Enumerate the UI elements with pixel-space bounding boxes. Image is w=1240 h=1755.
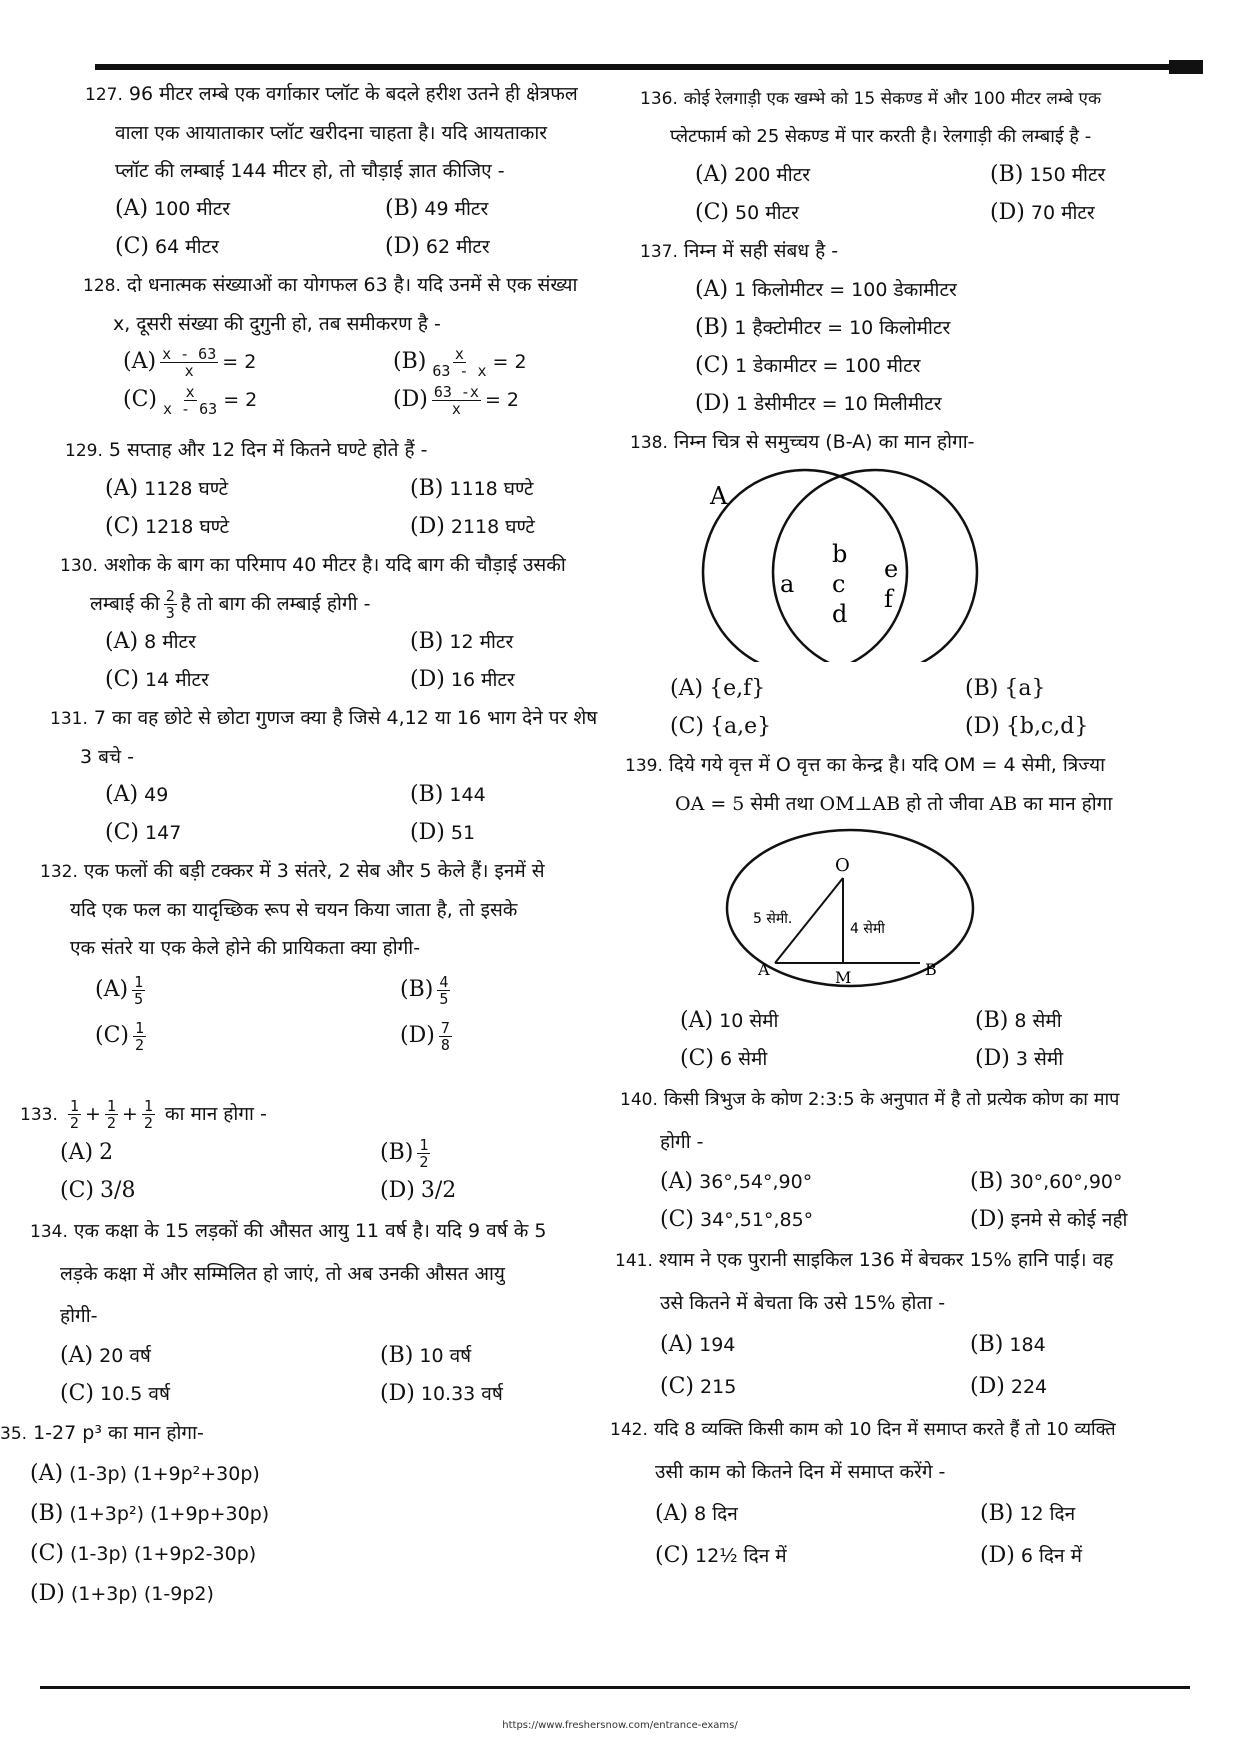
venn-diagram	[630, 462, 1190, 662]
question-text: होगी-	[60, 1305, 98, 1327]
option-c[interactable]: (C) 1218 घण्टे	[105, 514, 230, 539]
question-text: होगी -	[660, 1131, 704, 1153]
option-d[interactable]: (D) 51	[410, 820, 476, 845]
question-141: 141. श्याम ने एक पुरानी साइकिल 136 में बेचकर 15% हानि पाई। वह उसे कितने में बेचता कि उसे 15% होता - (A) 194 (B) 184 (C) 215 (D) 224	[615, 1239, 1200, 1408]
question-132: 132. एक फलों की बड़ी टक्कर में 3 संतरे, 2 सेब और 5 केले हैं। इनमें से यदि एक फल का यादृच्छिक रूप से चयन किया जाता है, तो इसके एक संतरे या एक केले होने की प्रायिकता क्या होगी- (A) $\frac{1}{5}$ (B) $\frac{4}{5}$ (C) $\frac{1}{2}$ (D) $\frac{7}{8}$	[20, 852, 630, 1059]
option-b[interactable]: (B) $\frac{4}{5}$	[400, 973, 449, 1008]
option-a[interactable]: (A) 49	[105, 782, 169, 807]
option-b[interactable]: (B) $\frac{1}{2}$	[380, 1136, 429, 1171]
option-b[interactable]: (B) 8 सेमी	[975, 1008, 1062, 1033]
option-c[interactable]: (C) 50 मीटर	[695, 200, 799, 225]
question-text: किसी त्रिभुज के कोण 2:3:5 के अनुपात में है तो प्रत्येक कोण का माप	[663, 1089, 1120, 1110]
option-b[interactable]: (B) (1+3p²) (1+9p+30p)	[30, 1501, 270, 1526]
option-b[interactable]: (B) 150 मीटर	[990, 162, 1106, 187]
question-text: एक संतरे या एक केले होने की प्रायिकता क्या होगी-	[70, 937, 421, 959]
option-c[interactable]: (C) $\frac{x}{x - 63}$ = 2	[123, 383, 258, 418]
option-d[interactable]: (D) (1+3p) (1-9p2)	[30, 1581, 214, 1606]
option-b[interactable]: (B) 30°,60°,90°	[970, 1169, 1123, 1194]
option-d[interactable]: (D) $\frac{63 -x}{x}$ = 2	[393, 383, 520, 418]
point-a: A	[758, 960, 770, 979]
question-127	[20, 75, 630, 266]
right-column	[610, 75, 1200, 1577]
option-d[interactable]: (D) 16 मीटर	[410, 667, 515, 692]
option-b[interactable]: (B) 12 दिन	[980, 1501, 1076, 1526]
option-c[interactable]: (C) {a,e}	[670, 714, 772, 739]
element-e: e	[884, 555, 899, 583]
option-c[interactable]: (C) $\frac{1}{2}$	[95, 1019, 145, 1054]
element-c: c	[832, 570, 846, 598]
option-d[interactable]: (D) $\frac{7}{8}$	[400, 1019, 450, 1054]
question-text: निम्न चित्र से समुच्चय (B-A) का मान होगा-	[673, 431, 975, 453]
question-text: यदि 8 व्यक्ति किसी काम को 10 दिन में समाप्त करते हैं तो 10 व्यक्ति	[653, 1419, 1116, 1440]
question-text: वाला एक आयाताकार प्लॉट खरीदना चाहता है। यदि आयताकार	[115, 122, 548, 144]
question-137: 137. निम्न में सही संबध है - (A) 1 किलोमीटर = 100 डेकामीटर (B) 1 हैक्टोमीटर = 10 किलोमीटर (C) 1 डेकामीटर = 100 मीटर (D) 1 डेसीमीटर = 10 मिलीमीटर	[640, 232, 1200, 423]
question-text: x, दूसरी संख्या की दुगुनी हो, तब समीकरण है -	[113, 313, 441, 335]
question-text: कोई रेलगाड़ी एक खम्भे को 15 सेकण्ड में और 100 मीटर लम्बे एक	[683, 89, 1101, 109]
option-a[interactable]: (A) 20 वर्ष	[60, 1343, 151, 1368]
option-c[interactable]: (C) 10.5 वर्ष	[60, 1381, 170, 1406]
question-number: 127.	[85, 85, 123, 105]
left-column	[0, 75, 630, 1614]
question-130: 130. अशोक के बाग का परिमाप 40 मीटर है। यदि बाग की चौड़ाई उसकी लम्बाई की $\frac{2}{3}$ है तो बाग की लम्बाई होगी - (A) 8 मीटर (B) 12 मीटर (C) 14 मीटर (D) 16 मीटर	[20, 546, 630, 699]
option-d[interactable]: (D) 3/2	[380, 1178, 457, 1203]
option-a[interactable]: (A) 200 मीटर	[695, 162, 811, 187]
point-o: O	[835, 855, 850, 876]
question-142: 142. यदि 8 व्यक्ति किसी काम को 10 दिन में समाप्त करते हैं तो 10 व्यक्ति उसी काम को कितने दिन में समाप्त करेंगे - (A) 8 दिन (B) 12 दिन (C) 12½ दिन में (D) 6 दिन में	[610, 1408, 1200, 1577]
question-text: श्याम ने एक पुरानी साइकिल 136 में बेचकर 15% हानि पाई। वह	[658, 1249, 1114, 1271]
question-139: 139. दिये गये वृत्त में O वृत्त का केन्द्र है। यदि OM = 4 सेमी, त्रिज्या OA = 5 सेमी तथा OM⊥AB हो तो जीवा AB का मान होगा O A M B 5 सेमी. 4 सेमी (A) 10 सेमी (B) 8 सेमी (C) 6 सेमी (D) 3 सेमी	[625, 746, 1200, 1078]
option-a[interactable]: (A) 10 सेमी	[680, 1008, 779, 1033]
option-a[interactable]: (A) 8 मीटर	[105, 629, 196, 654]
question-text: का मान होगा -	[164, 1103, 267, 1125]
option-a[interactable]: (A) 194	[660, 1332, 736, 1357]
question-text: लड़के कक्षा में और सम्मिलित हो जाएं, तो अब उनकी औसत आयु	[60, 1263, 505, 1285]
option-b[interactable]: (B) 12 मीटर	[410, 629, 514, 654]
question-text: प्लॉट की लम्बाई 144 मीटर हो, तो चौड़ाई ज्ञात कीजिए -	[115, 160, 505, 182]
option-d[interactable]: (D) 1 डेसीमीटर = 10 मिलीमीटर	[695, 391, 942, 416]
footer-url[interactable]: https://www.freshersnow.com/entrance-exams/	[502, 1720, 738, 1731]
question-text: है तो बाग की लम्बाई होगी -	[180, 593, 371, 615]
element-d: d	[832, 600, 848, 628]
option-a[interactable]: (A) 8 दिन	[655, 1501, 738, 1526]
question-129: 129. 5 सप्ताह और 12 दिन में कितने घण्टे होते हैं - (A) 1128 घण्टे (B) 1118 घण्टे (C) 1218 घण्टे (D) 2118 घण्टे	[20, 431, 630, 546]
element-f: f	[884, 585, 893, 613]
question-135: 35. 1-27 p³ का मान होगा- (A) (1-3p) (1+9p²+30p) (B) (1+3p²) (1+9p+30p) (C) (1-3p) (1+9p2-30p) (D) (1+3p) (1-9p2)	[0, 1413, 630, 1614]
option-a[interactable]: (A) $\frac{1}{5}$	[95, 973, 144, 1008]
option-d[interactable]: (D) 224	[970, 1374, 1048, 1399]
option-b[interactable]: (B) {a}	[965, 676, 1046, 701]
question-text: अशोक के बाग का परिमाप 40 मीटर है। यदि बाग की चौड़ाई उसकी	[103, 554, 566, 576]
top-rule	[95, 64, 1195, 70]
question-136: 136. कोई रेलगाड़ी एक खम्भे को 15 सेकण्ड में और 100 मीटर लम्बे एक प्लेटफार्म को 25 सेकण्ड में पार करती है। रेलगाड़ी की लम्बाई है - (A) 200 मीटर (B) 150 मीटर (C) 50 मीटर (D) 70 मीटर	[640, 79, 1200, 232]
question-text: दो धनात्मक संख्याओं का योगफल 63 है। यदि उनमें से एक संख्या	[126, 274, 578, 296]
option-a[interactable]: (A) $\frac{x - 63}{x}$ = 2	[123, 345, 257, 380]
option-b[interactable]: (B) 49 मीटर	[385, 196, 489, 221]
question-text: एक फलों की बड़ी टक्कर में 3 संतरे, 2 सेब और 5 केले हैं। इनमें से	[83, 860, 545, 882]
question-138: 138. निम्न चित्र से समुच्चय (B-A) का मान होगा- A a b c d e f (A) {e,f} (B) {a} (C) {a,e} (D) {b,c,d}	[630, 423, 1200, 746]
option-b[interactable]: (B) 1 हैक्टोमीटर = 10 किलोमीटर	[695, 315, 951, 340]
question-140: 140. किसी त्रिभुज के कोण 2:3:5 के अनुपात में है तो प्रत्येक कोण का माप होगी - (A) 36°,54°,90° (B) 30°,60°,90° (C) 34°,51°,85° (D) इनमे से कोई नही	[620, 1078, 1200, 1239]
question-131: 131. 7 का वह छोटे से छोटा गुणज क्या है जिसे 4,12 या 16 भाग देने पर शेष 3 बचे - (A) 49 (B) 144 (C) 147 (D) 51	[20, 699, 630, 852]
option-b[interactable]: (B) 144	[410, 782, 486, 807]
question-text: यदि एक फल का यादृच्छिक रूप से चयन किया जाता है, तो इसके	[70, 899, 518, 921]
question-text: प्लेटफार्म को 25 सेकण्ड में पार करती है। रेलगाड़ी की लम्बाई है -	[670, 126, 1092, 147]
option-a[interactable]: (A) (1-3p) (1+9p²+30p)	[30, 1461, 260, 1486]
question-text: एक कक्षा के 15 लड़कों की औसत आयु 11 वर्ष है। यदि 9 वर्ष के 5	[73, 1220, 547, 1242]
set-a-label: A	[710, 482, 728, 510]
option-d[interactable]: (D) 70 मीटर	[990, 200, 1095, 225]
label-om: 4 सेमी	[850, 921, 885, 937]
option-d[interactable]: (D) 6 दिन में	[980, 1543, 1082, 1568]
option-b[interactable]: (B) 10 वर्ष	[380, 1343, 472, 1368]
question-text: दिये गये वृत्त में O वृत्त का केन्द्र है। यदि OM = 4 सेमी, त्रिज्या	[668, 754, 1106, 776]
point-m: M	[835, 968, 852, 987]
option-d[interactable]: (D) 62 मीटर	[385, 234, 490, 259]
option-c[interactable]: (C) 215	[660, 1374, 737, 1399]
option-d[interactable]: (D) {b,c,d}	[965, 714, 1089, 739]
option-c[interactable]: (C) 3/8	[60, 1178, 136, 1203]
option-a[interactable]: (A) 100 मीटर	[115, 196, 231, 221]
question-134: 134. एक कक्षा के 15 लड़कों की औसत आयु 11 वर्ष है। यदि 9 वर्ष के 5 लड़के कक्षा में और सम्मिलित हो जाएं, तो अब उनकी औसत आयु होगी- (A) 20 वर्ष (B) 10 वर्ष (C) 10.5 वर्ष (D) 10.33 वर्ष	[20, 1210, 630, 1413]
bottom-rule	[40, 1686, 1190, 1689]
option-a[interactable]: (A) 1128 घण्टे	[105, 476, 229, 501]
option-c[interactable]: (C) 64 मीटर	[115, 234, 219, 259]
question-text: 5 सप्ताह और 12 दिन में कितने घण्टे होते हैं -	[108, 439, 428, 461]
option-c[interactable]: (C) 147	[105, 820, 182, 845]
question-text: 7 का वह छोटे से छोटा गुणज क्या है जिसे 4,12 या 16 भाग देने पर शेष	[93, 707, 598, 729]
label-oa: 5 सेमी.	[753, 911, 793, 927]
option-d[interactable]: (D) 2118 घण्टे	[410, 514, 535, 539]
question-text: 96 मीटर लम्बे एक वर्गाकार प्लॉट के बदले हरीश उतने ही क्षेत्रफल	[128, 83, 578, 105]
point-b: B	[925, 960, 937, 979]
option-d[interactable]: (D) 10.33 वर्ष	[380, 1381, 503, 1406]
question-128: 128. दो धनात्मक संख्याओं का योगफल 63 है। यदि उनमें से एक संख्या x, दूसरी संख्या की दुगुनी हो, तब समीकरण है - (A) $\frac{x - 63}{x}$ = 2 (B) $\frac{x}{63 - x}$ = 2 (C) $\frac{x}{x - 63}$ = 2 (D) $\frac{63 -x}{x}$ = 2	[20, 266, 630, 419]
option-c[interactable]: (C) 12½ दिन में	[655, 1543, 787, 1568]
option-a[interactable]: (A) 1 किलोमीटर = 100 डेकामीटर	[695, 277, 957, 302]
element-b: b	[832, 540, 848, 568]
option-d[interactable]: (D) 3 सेमी	[975, 1046, 1064, 1071]
question-text: OA = 5 सेमी तथा OM⊥AB हो तो जीवा AB का मान होगा	[675, 793, 1113, 815]
option-c[interactable]: (C) 1 डेकामीटर = 100 मीटर	[695, 353, 921, 378]
question-text: 1-27 p³ का मान होगा-	[33, 1422, 204, 1444]
option-c[interactable]: (C) (1-3p) (1+9p2-30p)	[30, 1541, 257, 1566]
option-a[interactable]: (A) 36°,54°,90°	[660, 1169, 813, 1194]
option-b[interactable]: (B) 1118 घण्टे	[410, 476, 534, 501]
question-text: उसे कितने में बेचता कि उसे 15% होता -	[660, 1292, 946, 1314]
option-b[interactable]: (B) 184	[970, 1332, 1046, 1357]
option-c[interactable]: (C) 14 मीटर	[105, 667, 209, 692]
option-b[interactable]: (B) $\frac{x}{63 - x}$ = 2	[393, 345, 527, 380]
question-133: 133. $\frac{1}{2}$ + $\frac{1}{2}$ + $\frac{1}{2}$ का मान होगा - (A) 2 (B) $\frac{1}{2}$ (C) 3/8 (D) 3/2	[20, 1095, 630, 1210]
option-a[interactable]: (A) {e,f}	[670, 676, 766, 701]
option-c[interactable]: (C) 6 सेमी	[680, 1046, 768, 1071]
question-text: निम्न में सही संबध है -	[683, 240, 839, 262]
option-c[interactable]: (C) 34°,51°,85°	[660, 1207, 814, 1232]
question-text: 3 बचे -	[80, 746, 134, 768]
element-a: a	[780, 570, 795, 598]
option-a[interactable]: (A) 2	[60, 1140, 114, 1165]
option-d[interactable]: (D) इनमे से कोई नही	[970, 1207, 1128, 1232]
circle-diagram	[625, 823, 1185, 998]
question-text: उसी काम को कितने दिन में समाप्त करेंगे -	[655, 1461, 946, 1483]
